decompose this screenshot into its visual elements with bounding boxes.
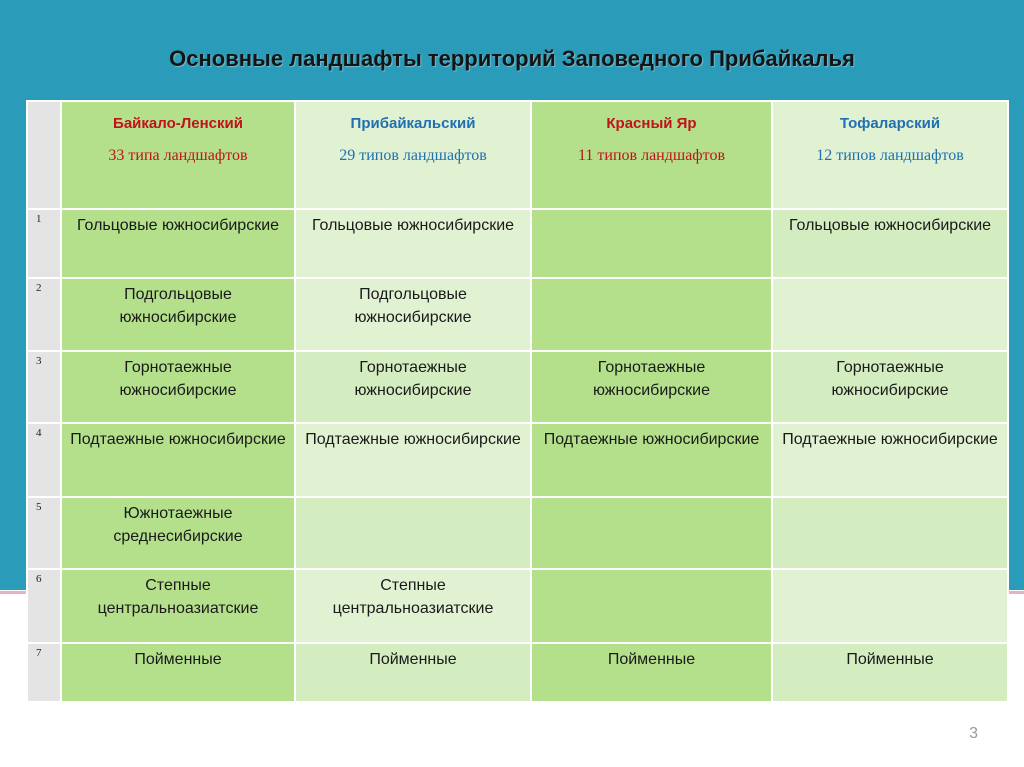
landscape-table [26,100,1009,703]
table-row [27,569,1008,643]
column-header-krasny-yar [531,101,772,209]
table-cell [531,278,772,351]
column-name: Красный Яр [606,115,697,132]
column-count: 33 типа ландшафтов [108,147,248,164]
table-cell [531,569,772,643]
column-header-tofalarsky [772,101,1008,209]
column-name: Байкало-Ленский [113,115,243,132]
table-cell [772,497,1008,569]
table-cell: Подгольцовые южносибирские [61,278,295,351]
slide-title: Основные ландшафты территорий Заповедного Прибайкалья [169,46,855,71]
table-row [27,643,1008,702]
column-name: Прибайкальский [350,115,476,132]
table-cell: Пойменные [772,643,1008,702]
column-count: 11 типов ландшафтов [578,147,725,164]
table-cell: Горнотаежные южносибирские [772,351,1008,423]
table-cell: Гольцовые южносибирские [772,209,1008,278]
table-header-row [27,101,1008,209]
column-count: 29 типов ландшафтов [339,147,487,164]
table-cell [295,497,531,569]
column-header-pribaikalsky [295,101,531,209]
table-cell: Подгольцовые южносибирские [295,278,531,351]
table-cell: Пойменные [531,643,772,702]
row-number: 1 [27,209,61,278]
table-cell: Степные центральноазиатские [295,569,531,643]
table-cell: Подтаежные южносибирские [295,423,531,497]
table-cell [772,569,1008,643]
table-cell: Горнотаежные южносибирские [295,351,531,423]
table-cell: Пойменные [61,643,295,702]
corner-cell [27,101,61,209]
table-cell: Горнотаежные южносибирские [61,351,295,423]
table-cell: Подтаежные южносибирские [531,423,772,497]
row-number: 7 [27,643,61,702]
table-cell [531,497,772,569]
table-cell: Пойменные [295,643,531,702]
table-row [27,209,1008,278]
table-cell: Горнотаежные южносибирские [531,351,772,423]
table-cell: Гольцовые южносибирские [295,209,531,278]
row-number: 3 [27,351,61,423]
table-cell [772,278,1008,351]
row-number: 5 [27,497,61,569]
table-row [27,423,1008,497]
table-cell [531,209,772,278]
page-number: 3 [969,725,978,742]
column-header-baikal-lena [61,101,295,209]
table-cell: Южнотаежные среднесибирские [61,497,295,569]
table-cell: Гольцовые южносибирские [61,209,295,278]
table-cell: Подтаежные южносибирские [61,423,295,497]
row-number: 2 [27,278,61,351]
column-count: 12 типов ландшафтов [816,147,964,164]
table-row [27,497,1008,569]
table-cell: Степные центральноазиатские [61,569,295,643]
row-number: 4 [27,423,61,497]
row-number: 6 [27,569,61,643]
table-row [27,351,1008,423]
column-name: Тофаларский [839,115,941,132]
table-row [27,278,1008,351]
table-cell: Подтаежные южносибирские [772,423,1008,497]
